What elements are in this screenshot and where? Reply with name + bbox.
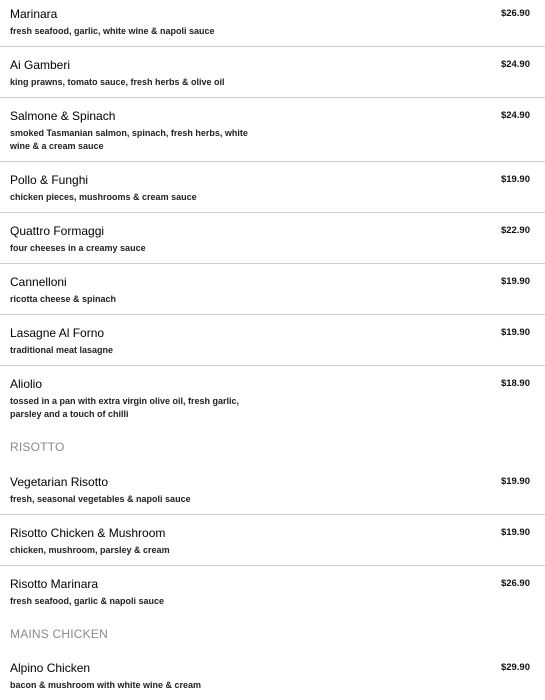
- item-description: fresh, seasonal vegetables & napoli sauce: [10, 494, 191, 504]
- divider: [0, 314, 545, 315]
- item-description: ricotta cheese & spinach: [10, 294, 117, 304]
- item-price: $24.90: [500, 110, 530, 121]
- item-description: fresh seafood, garlic, white wine & napoli sauce: [10, 26, 215, 36]
- item-description: tossed in a pan with extra virgin olive oil, fresh garlic, parsley and a touch of chilli: [10, 396, 240, 419]
- item-name: Pollo & Funghi: [10, 173, 89, 187]
- item-description: fresh seafood, garlic & napoli sauce: [10, 596, 165, 606]
- item-description: smoked Tasmanian salmon, spinach, fresh herbs, white wine & a cream sauce: [10, 128, 248, 151]
- divider: [0, 97, 545, 98]
- item-price: $19.90: [500, 527, 530, 538]
- item-name: Vegetarian Risotto: [10, 475, 109, 489]
- item-description: chicken, mushroom, parsley & cream: [10, 545, 170, 555]
- item-price: $19.90: [500, 174, 530, 185]
- item-name: Ai Gamberi: [10, 58, 71, 72]
- item-price: $29.90: [500, 662, 530, 673]
- item-name: Cannelloni: [10, 275, 67, 289]
- item-description: chicken pieces, mushrooms & cream sauce: [10, 192, 197, 202]
- section-heading-mains-chicken: MAINS CHICKEN: [10, 627, 108, 641]
- item-name: Alpino Chicken: [10, 661, 91, 675]
- item-price: $18.90: [500, 378, 530, 389]
- item-description: king prawns, tomato sauce, fresh herbs & olive oil: [10, 77, 225, 87]
- divider: [0, 161, 545, 162]
- item-name: Quattro Formaggi: [10, 224, 105, 238]
- divider: [0, 565, 545, 566]
- item-price: $26.90: [500, 578, 530, 589]
- item-price: $24.90: [500, 59, 530, 70]
- item-price: $22.90: [500, 225, 530, 236]
- divider: [0, 263, 545, 264]
- item-price: $19.90: [500, 476, 530, 487]
- item-name: Lasagne Al Forno: [10, 326, 105, 340]
- item-price: $19.90: [500, 327, 530, 338]
- item-name: Risotto Chicken & Mushroom: [10, 526, 166, 540]
- item-name: Risotto Marinara: [10, 577, 99, 591]
- item-description: bacon & mushroom with white wine & cream: [10, 680, 202, 690]
- item-name: Marinara: [10, 7, 58, 21]
- item-description: four cheeses in a creamy sauce: [10, 243, 146, 253]
- divider: [0, 212, 545, 213]
- item-price: $19.90: [500, 276, 530, 287]
- item-name: Aliolio: [10, 377, 43, 391]
- item-description: traditional meat lasagne: [10, 345, 114, 355]
- divider: [0, 365, 545, 366]
- section-heading-risotto: RISOTTO: [10, 440, 65, 454]
- item-name: Salmone & Spinach: [10, 109, 116, 123]
- divider: [0, 514, 545, 515]
- item-price: $26.90: [500, 8, 530, 19]
- divider: [0, 46, 545, 47]
